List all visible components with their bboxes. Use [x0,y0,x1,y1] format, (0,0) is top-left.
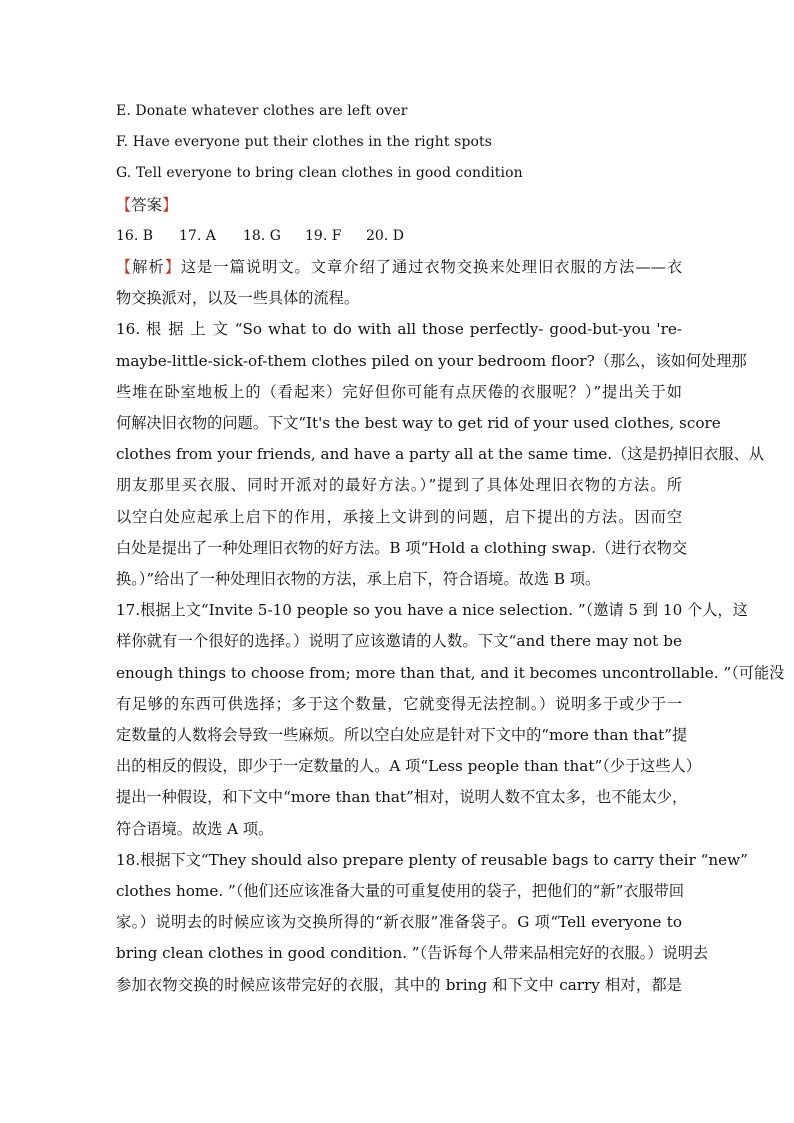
analysis-intro-line: 物交换派对，以及一些具体的流程。 [116,289,359,308]
q17-line: 17.根据上文“Invite 5-10 people so you have a nice selection. ”（邀请 5 到 10 个人，这 [116,601,748,620]
q16-line: maybe-little-sick-of-them clothes piled on your bedroom floor?（那么，该如何处理那 [116,351,747,370]
q18-line: clothes home. ”（他们还应该准备大量的可重复使用的袋子，把他们的“新”衣服带回 [116,882,685,901]
document-page [116,96,785,1001]
answer-item: 17. A [179,227,216,244]
q16-line: clothes from your friends, and have a party all at the same time.（这是扔掉旧衣服、从 [116,445,764,464]
q16-line: 白处是提出了一种处理旧衣物的好方法。B 项“Hold a clothing swap.（进行衣物交 [116,538,688,557]
answer-item: 16. B [116,227,154,244]
analysis-intro-line [116,252,682,283]
option-e: E. Donate whatever clothes are left over [116,103,408,119]
q17-line: 符合语境。故选 A 项。 [116,819,274,838]
analysis-heading-open: 【 [116,258,133,277]
q17-explanation [116,595,785,845]
q17-line: 定数量的人数将会导致一些麻烦。所以空白处应是针对下文中的“more than that”提 [116,726,688,745]
q16-line: 以空白处应起承上启下的作用，承接上文讲到的问题，启下提出的方法。因而空 [116,507,682,526]
answer-heading-close: 】 [162,195,178,214]
q18-line: 家。）说明去的时候应该为交换所得的“新衣服”准备袋子。G 项“Tell everyone to [116,913,682,932]
option-g: G. Tell everyone to bring clean clothes in good condition [116,165,523,182]
q16-explanation [116,314,764,595]
answer-heading [116,190,682,221]
options-list [116,96,682,190]
q16-line: 16. 根 据 上 文 “So what to do with all those perfectly- good-but-you 're- [116,320,682,339]
answer-heading-label: 答案 [131,195,163,214]
q16-line: 何解决旧衣物的问题。下文“It's the best way to get rid of your used clothes, score [116,414,721,433]
answer-heading-open: 【 [116,195,132,214]
q17-line: enough things to choose from; more than that, and it becomes uncontrollable. ”（可能没 [116,663,785,682]
q18-line: 18.根据下文“They should also prepare plenty of reusable bags to carry their “new” [116,850,748,869]
q16-line: 换。）”给出了一种处理旧衣物的方法，承上启下，符合语境。故选 B 项。 [116,570,601,589]
q17-line: 提出一种假设，和下文中“more than that”相对，说明人数不宜太多，也不能太少， [116,788,688,807]
answer-list [116,221,682,252]
answer-item: 18. G [243,227,281,244]
analysis-intro-text: 这是一篇说明文。文章介绍了通过衣物交换来处理旧衣服的方法——衣 [180,258,683,277]
q17-line: 出的相反的假设，即少于一定数量的人。A 项“Less people than that”（少于这些人） [116,757,701,776]
q16-line: 朋友那里买衣服、同时开派对的最好方法。）”提到了具体处理旧衣物的方法。所 [116,476,682,495]
q18-line: 参加衣物交换的时候应该带完好的衣服，其中的 bring 和下文中 carry 相对，都是 [116,975,682,994]
analysis-intro [116,252,682,314]
q17-line: 样你就有一个很好的选择。）说明了应该邀请的人数。下文“and there may not be [116,632,682,651]
q17-line: 有足够的东西可供选择；多于这个数量，它就变得无法控制。）说明多于或少于一 [116,694,682,713]
analysis-heading-close: 】 [164,258,181,277]
answer-item: 19. F [305,227,342,244]
answer-item: 20. D [366,227,404,244]
q18-explanation [116,845,748,1001]
q16-line: 些堆在卧室地板上的（看起来）完好但你可能有点厌倦的衣服呢？）”提出关于如 [116,382,682,401]
q18-line: bring clean clothes in good condition. ”（告诉每个人带来品相完好的衣服。）说明去 [116,944,709,963]
analysis-heading-label: 解析 [132,258,165,277]
option-f: F. Have everyone put their clothes in the right spots [116,134,493,151]
